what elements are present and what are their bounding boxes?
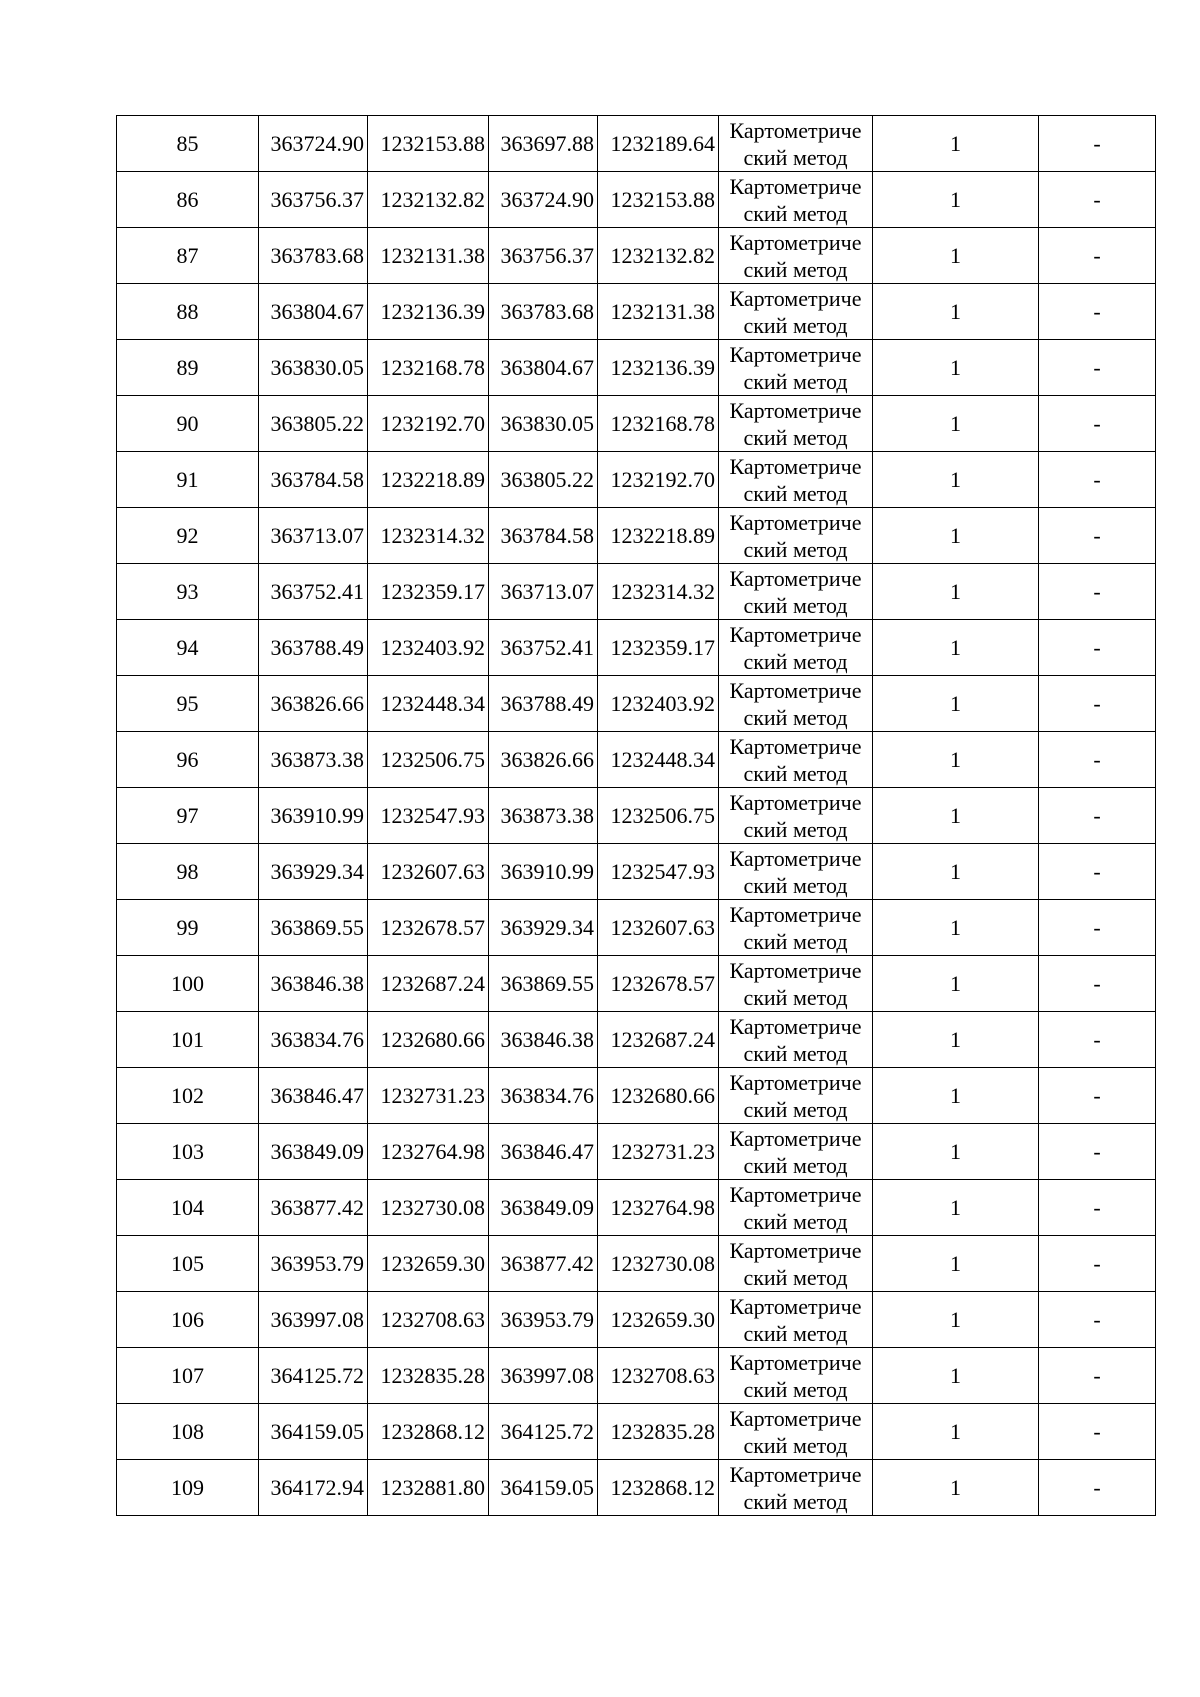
x-start-cell: 363830.05 [259, 340, 368, 396]
point-number-cell: 109 [117, 1460, 259, 1516]
y-start-cell: 1232708.63 [368, 1292, 489, 1348]
x-end-cell: 363697.88 [489, 116, 598, 172]
note-cell: - [1039, 788, 1156, 844]
method-line-2: ский метод [743, 1320, 848, 1346]
note-cell: - [1039, 620, 1156, 676]
y-end-cell: 1232218.89 [598, 508, 719, 564]
table-row [117, 844, 1156, 900]
method-line-2: ский метод [743, 872, 848, 898]
y-end-cell: 1232403.92 [598, 676, 719, 732]
method-line-1: Картометриче [729, 845, 862, 871]
y-start-cell: 1232764.98 [368, 1124, 489, 1180]
x-end-cell: 364125.72 [489, 1404, 598, 1460]
note-cell: - [1039, 1012, 1156, 1068]
method-cell [719, 284, 873, 340]
method-line-2: ский метод [743, 1096, 848, 1122]
method-cell [719, 1236, 873, 1292]
accuracy-cell: 1 [873, 340, 1039, 396]
note-cell: - [1039, 1068, 1156, 1124]
x-start-cell: 363834.76 [259, 1012, 368, 1068]
x-start-cell: 363846.47 [259, 1068, 368, 1124]
x-start-cell: 363910.99 [259, 788, 368, 844]
y-start-cell: 1232547.93 [368, 788, 489, 844]
y-end-cell: 1232136.39 [598, 340, 719, 396]
table-row [117, 396, 1156, 452]
y-start-cell: 1232730.08 [368, 1180, 489, 1236]
y-end-cell: 1232192.70 [598, 452, 719, 508]
method-line-2: ский метод [743, 1040, 848, 1066]
table-row [117, 1124, 1156, 1180]
note-cell: - [1039, 676, 1156, 732]
method-line-2: ский метод [743, 928, 848, 954]
y-start-cell: 1232132.82 [368, 172, 489, 228]
point-number-cell: 88 [117, 284, 259, 340]
note-cell: - [1039, 172, 1156, 228]
note-cell: - [1039, 1292, 1156, 1348]
method-cell [719, 1180, 873, 1236]
point-number-cell: 97 [117, 788, 259, 844]
y-end-cell: 1232131.38 [598, 284, 719, 340]
method-line-1: Картометриче [729, 1013, 862, 1039]
point-number-cell: 87 [117, 228, 259, 284]
x-start-cell: 364172.94 [259, 1460, 368, 1516]
method-line-1: Картометриче [729, 117, 862, 143]
method-line-1: Картометриче [729, 1237, 862, 1263]
point-number-cell: 90 [117, 396, 259, 452]
table-body [117, 116, 1156, 1516]
method-cell [719, 1460, 873, 1516]
coordinates-table [116, 115, 1156, 1516]
y-start-cell: 1232136.39 [368, 284, 489, 340]
x-end-cell: 363846.47 [489, 1124, 598, 1180]
accuracy-cell: 1 [873, 1404, 1039, 1460]
note-cell: - [1039, 1236, 1156, 1292]
table-row [117, 788, 1156, 844]
x-start-cell: 363849.09 [259, 1124, 368, 1180]
table-row [117, 508, 1156, 564]
method-cell [719, 900, 873, 956]
method-line-1: Картометриче [729, 285, 862, 311]
point-number-cell: 96 [117, 732, 259, 788]
y-start-cell: 1232607.63 [368, 844, 489, 900]
method-line-2: ский метод [743, 984, 848, 1010]
y-end-cell: 1232659.30 [598, 1292, 719, 1348]
table-row [117, 1348, 1156, 1404]
method-line-1: Картометриче [729, 733, 862, 759]
x-start-cell: 363783.68 [259, 228, 368, 284]
method-line-2: ский метод [743, 200, 848, 226]
note-cell: - [1039, 844, 1156, 900]
method-cell [719, 396, 873, 452]
y-end-cell: 1232506.75 [598, 788, 719, 844]
method-line-2: ский метод [743, 760, 848, 786]
x-start-cell: 363713.07 [259, 508, 368, 564]
x-end-cell: 363784.58 [489, 508, 598, 564]
point-number-cell: 102 [117, 1068, 259, 1124]
method-cell [719, 116, 873, 172]
method-line-2: ский метод [743, 1432, 848, 1458]
note-cell: - [1039, 1180, 1156, 1236]
y-start-cell: 1232680.66 [368, 1012, 489, 1068]
point-number-cell: 100 [117, 956, 259, 1012]
point-number-cell: 108 [117, 1404, 259, 1460]
y-end-cell: 1232153.88 [598, 172, 719, 228]
accuracy-cell: 1 [873, 1068, 1039, 1124]
accuracy-cell: 1 [873, 508, 1039, 564]
table-row [117, 732, 1156, 788]
x-start-cell: 363826.66 [259, 676, 368, 732]
method-line-2: ский метод [743, 536, 848, 562]
x-end-cell: 363830.05 [489, 396, 598, 452]
y-end-cell: 1232547.93 [598, 844, 719, 900]
y-start-cell: 1232218.89 [368, 452, 489, 508]
accuracy-cell: 1 [873, 900, 1039, 956]
y-end-cell: 1232731.23 [598, 1124, 719, 1180]
point-number-cell: 99 [117, 900, 259, 956]
note-cell: - [1039, 1348, 1156, 1404]
x-start-cell: 363752.41 [259, 564, 368, 620]
x-end-cell: 363783.68 [489, 284, 598, 340]
method-line-1: Картометриче [729, 677, 862, 703]
y-end-cell: 1232189.64 [598, 116, 719, 172]
y-start-cell: 1232314.32 [368, 508, 489, 564]
y-end-cell: 1232730.08 [598, 1236, 719, 1292]
point-number-cell: 91 [117, 452, 259, 508]
method-line-1: Картометриче [729, 509, 862, 535]
method-cell [719, 732, 873, 788]
x-end-cell: 363805.22 [489, 452, 598, 508]
accuracy-cell: 1 [873, 564, 1039, 620]
y-start-cell: 1232131.38 [368, 228, 489, 284]
point-number-cell: 104 [117, 1180, 259, 1236]
x-end-cell: 363826.66 [489, 732, 598, 788]
x-end-cell: 363849.09 [489, 1180, 598, 1236]
y-end-cell: 1232314.32 [598, 564, 719, 620]
method-line-1: Картометриче [729, 621, 862, 647]
method-cell [719, 564, 873, 620]
x-end-cell: 363873.38 [489, 788, 598, 844]
y-end-cell: 1232607.63 [598, 900, 719, 956]
y-end-cell: 1232868.12 [598, 1460, 719, 1516]
method-line-2: ский метод [743, 144, 848, 170]
y-end-cell: 1232680.66 [598, 1068, 719, 1124]
note-cell: - [1039, 396, 1156, 452]
y-start-cell: 1232868.12 [368, 1404, 489, 1460]
x-start-cell: 363997.08 [259, 1292, 368, 1348]
point-number-cell: 106 [117, 1292, 259, 1348]
table-row [117, 284, 1156, 340]
y-start-cell: 1232881.80 [368, 1460, 489, 1516]
method-cell [719, 676, 873, 732]
table-row [117, 620, 1156, 676]
x-end-cell: 363910.99 [489, 844, 598, 900]
note-cell: - [1039, 284, 1156, 340]
method-line-2: ский метод [743, 1376, 848, 1402]
table-row [117, 1012, 1156, 1068]
method-cell [719, 620, 873, 676]
x-start-cell: 364125.72 [259, 1348, 368, 1404]
x-start-cell: 363953.79 [259, 1236, 368, 1292]
y-start-cell: 1232192.70 [368, 396, 489, 452]
y-start-cell: 1232687.24 [368, 956, 489, 1012]
y-start-cell: 1232678.57 [368, 900, 489, 956]
x-end-cell: 363724.90 [489, 172, 598, 228]
method-cell [719, 340, 873, 396]
method-line-1: Картометриче [729, 565, 862, 591]
accuracy-cell: 1 [873, 956, 1039, 1012]
method-line-2: ский метод [743, 648, 848, 674]
accuracy-cell: 1 [873, 676, 1039, 732]
table-row [117, 1404, 1156, 1460]
point-number-cell: 107 [117, 1348, 259, 1404]
note-cell: - [1039, 340, 1156, 396]
method-cell [719, 228, 873, 284]
note-cell: - [1039, 452, 1156, 508]
x-start-cell: 363873.38 [259, 732, 368, 788]
y-end-cell: 1232687.24 [598, 1012, 719, 1068]
accuracy-cell: 1 [873, 1012, 1039, 1068]
method-cell [719, 452, 873, 508]
y-start-cell: 1232359.17 [368, 564, 489, 620]
method-line-2: ский метод [743, 1264, 848, 1290]
method-cell [719, 788, 873, 844]
table-row [117, 1292, 1156, 1348]
accuracy-cell: 1 [873, 844, 1039, 900]
method-line-2: ский метод [743, 592, 848, 618]
point-number-cell: 95 [117, 676, 259, 732]
point-number-cell: 93 [117, 564, 259, 620]
x-end-cell: 363834.76 [489, 1068, 598, 1124]
note-cell: - [1039, 116, 1156, 172]
x-end-cell: 363997.08 [489, 1348, 598, 1404]
method-line-1: Картометриче [729, 901, 862, 927]
method-line-1: Картометриче [729, 1181, 862, 1207]
note-cell: - [1039, 564, 1156, 620]
table-row [117, 900, 1156, 956]
y-start-cell: 1232403.92 [368, 620, 489, 676]
method-line-2: ский метод [743, 816, 848, 842]
x-start-cell: 363756.37 [259, 172, 368, 228]
method-cell [719, 172, 873, 228]
x-end-cell: 363953.79 [489, 1292, 598, 1348]
accuracy-cell: 1 [873, 228, 1039, 284]
note-cell: - [1039, 508, 1156, 564]
accuracy-cell: 1 [873, 116, 1039, 172]
method-line-1: Картометриче [729, 1405, 862, 1431]
note-cell: - [1039, 1404, 1156, 1460]
y-end-cell: 1232132.82 [598, 228, 719, 284]
table-row [117, 1068, 1156, 1124]
note-cell: - [1039, 900, 1156, 956]
method-line-1: Картометриче [729, 341, 862, 367]
y-start-cell: 1232168.78 [368, 340, 489, 396]
method-line-1: Картометриче [729, 397, 862, 423]
x-end-cell: 363869.55 [489, 956, 598, 1012]
x-end-cell: 364159.05 [489, 1460, 598, 1516]
method-cell [719, 508, 873, 564]
accuracy-cell: 1 [873, 1460, 1039, 1516]
point-number-cell: 101 [117, 1012, 259, 1068]
method-line-1: Картометриче [729, 173, 862, 199]
x-end-cell: 363929.34 [489, 900, 598, 956]
table-row [117, 1460, 1156, 1516]
y-start-cell: 1232448.34 [368, 676, 489, 732]
method-line-1: Картометриче [729, 1069, 862, 1095]
accuracy-cell: 1 [873, 1236, 1039, 1292]
method-line-1: Картометриче [729, 1349, 862, 1375]
x-start-cell: 363724.90 [259, 116, 368, 172]
accuracy-cell: 1 [873, 1180, 1039, 1236]
point-number-cell: 89 [117, 340, 259, 396]
method-line-2: ский метод [743, 1208, 848, 1234]
accuracy-cell: 1 [873, 788, 1039, 844]
y-start-cell: 1232835.28 [368, 1348, 489, 1404]
y-start-cell: 1232731.23 [368, 1068, 489, 1124]
x-start-cell: 363804.67 [259, 284, 368, 340]
x-end-cell: 363877.42 [489, 1236, 598, 1292]
method-cell [719, 1292, 873, 1348]
y-start-cell: 1232506.75 [368, 732, 489, 788]
method-line-1: Картометриче [729, 1125, 862, 1151]
method-line-1: Картометриче [729, 1461, 862, 1487]
y-end-cell: 1232764.98 [598, 1180, 719, 1236]
x-start-cell: 363846.38 [259, 956, 368, 1012]
method-line-2: ский метод [743, 704, 848, 730]
table-row [117, 452, 1156, 508]
accuracy-cell: 1 [873, 284, 1039, 340]
x-end-cell: 363788.49 [489, 676, 598, 732]
method-line-1: Картометриче [729, 789, 862, 815]
table-row [117, 956, 1156, 1012]
y-end-cell: 1232708.63 [598, 1348, 719, 1404]
x-start-cell: 363788.49 [259, 620, 368, 676]
method-cell [719, 1404, 873, 1460]
method-cell [719, 1348, 873, 1404]
x-start-cell: 363805.22 [259, 396, 368, 452]
note-cell: - [1039, 1124, 1156, 1180]
x-end-cell: 363846.38 [489, 1012, 598, 1068]
point-number-cell: 98 [117, 844, 259, 900]
y-end-cell: 1232678.57 [598, 956, 719, 1012]
point-number-cell: 86 [117, 172, 259, 228]
table-row [117, 172, 1156, 228]
y-end-cell: 1232168.78 [598, 396, 719, 452]
table-row [117, 676, 1156, 732]
point-number-cell: 105 [117, 1236, 259, 1292]
y-end-cell: 1232835.28 [598, 1404, 719, 1460]
accuracy-cell: 1 [873, 620, 1039, 676]
method-line-2: ский метод [743, 424, 848, 450]
point-number-cell: 85 [117, 116, 259, 172]
method-cell [719, 1124, 873, 1180]
method-line-1: Картометриче [729, 1293, 862, 1319]
note-cell: - [1039, 732, 1156, 788]
y-start-cell: 1232659.30 [368, 1236, 489, 1292]
note-cell: - [1039, 228, 1156, 284]
x-start-cell: 363929.34 [259, 844, 368, 900]
x-start-cell: 363869.55 [259, 900, 368, 956]
point-number-cell: 103 [117, 1124, 259, 1180]
x-end-cell: 363713.07 [489, 564, 598, 620]
table-row [117, 116, 1156, 172]
method-line-1: Картометриче [729, 957, 862, 983]
accuracy-cell: 1 [873, 172, 1039, 228]
accuracy-cell: 1 [873, 1124, 1039, 1180]
method-line-2: ский метод [743, 1488, 848, 1514]
accuracy-cell: 1 [873, 452, 1039, 508]
table-row [117, 1236, 1156, 1292]
table-row [117, 340, 1156, 396]
point-number-cell: 92 [117, 508, 259, 564]
table-row [117, 564, 1156, 620]
point-number-cell: 94 [117, 620, 259, 676]
x-end-cell: 363804.67 [489, 340, 598, 396]
table-row [117, 1180, 1156, 1236]
table-row [117, 228, 1156, 284]
method-cell [719, 844, 873, 900]
x-end-cell: 363756.37 [489, 228, 598, 284]
note-cell: - [1039, 1460, 1156, 1516]
x-end-cell: 363752.41 [489, 620, 598, 676]
method-line-1: Картометриче [729, 229, 862, 255]
method-line-2: ский метод [743, 1152, 848, 1178]
accuracy-cell: 1 [873, 732, 1039, 788]
method-line-1: Картометриче [729, 453, 862, 479]
y-end-cell: 1232359.17 [598, 620, 719, 676]
accuracy-cell: 1 [873, 1292, 1039, 1348]
x-start-cell: 363784.58 [259, 452, 368, 508]
method-line-2: ский метод [743, 256, 848, 282]
note-cell: - [1039, 956, 1156, 1012]
method-cell [719, 1068, 873, 1124]
method-cell [719, 956, 873, 1012]
y-end-cell: 1232448.34 [598, 732, 719, 788]
method-line-2: ский метод [743, 480, 848, 506]
x-start-cell: 364159.05 [259, 1404, 368, 1460]
method-cell [719, 1012, 873, 1068]
method-line-2: ский метод [743, 368, 848, 394]
method-line-2: ский метод [743, 312, 848, 338]
x-start-cell: 363877.42 [259, 1180, 368, 1236]
accuracy-cell: 1 [873, 396, 1039, 452]
y-start-cell: 1232153.88 [368, 116, 489, 172]
accuracy-cell: 1 [873, 1348, 1039, 1404]
